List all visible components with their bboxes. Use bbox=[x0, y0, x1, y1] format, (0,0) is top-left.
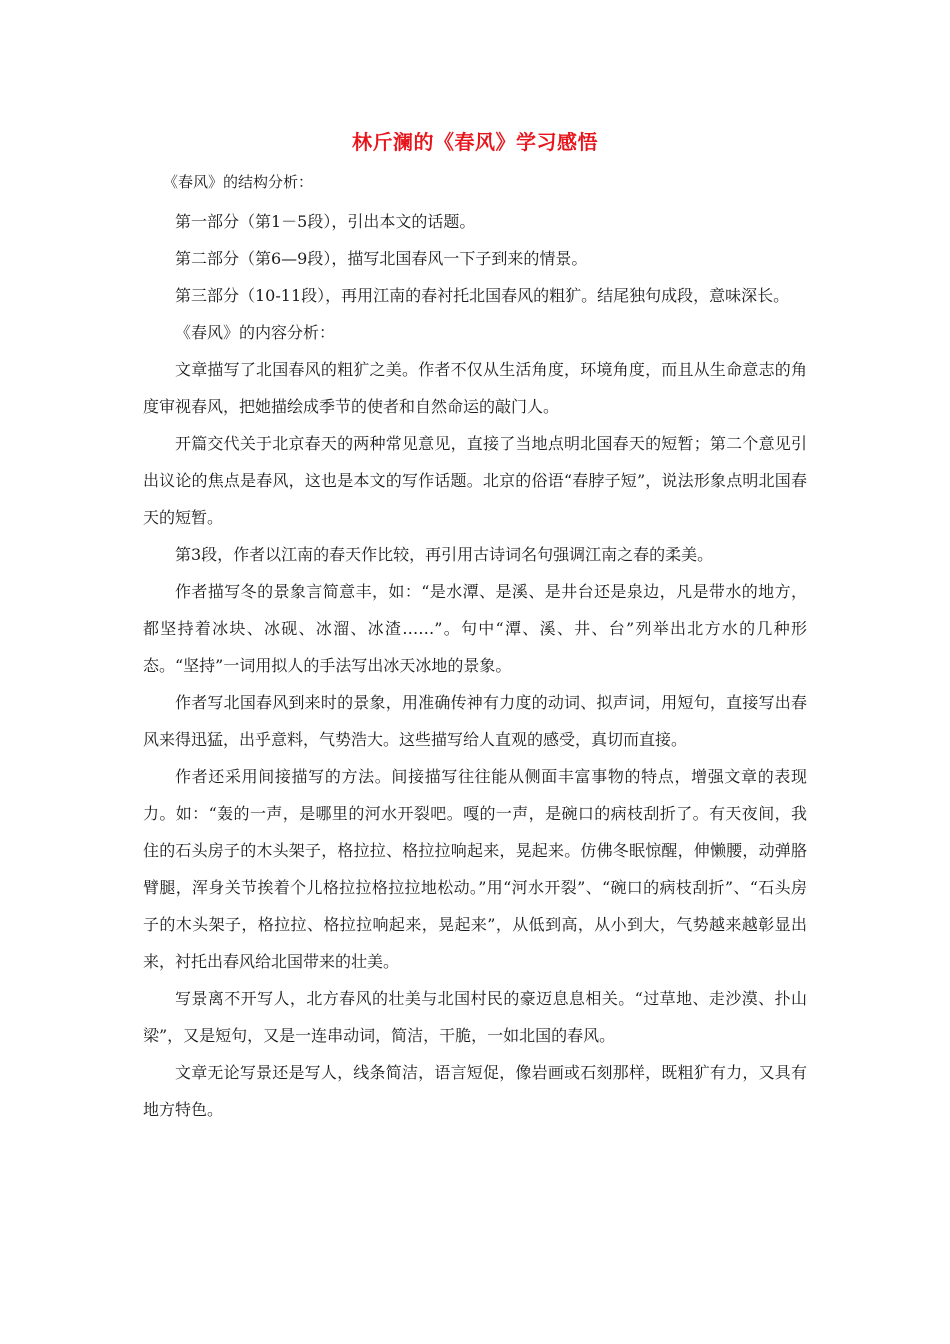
paragraph: 第三部分（10-11段），再用江南的春衬托北国春风的粗犷。结尾独句成段，意味深长。 bbox=[175, 286, 790, 305]
paragraph: 写景离不开写人，北方春风的壮美与北国村民的豪迈息息相关。“过草地、走沙漠、扑山梁”，又是短句，又是一连串动词，简洁，干脆，一如北国的春风。 bbox=[143, 989, 807, 1045]
paragraph: 第二部分（第6—9段），描写北国春风一下子到来的情景。 bbox=[175, 249, 588, 268]
section-heading-content: 《春风》的内容分析： bbox=[175, 323, 336, 342]
paragraph: 第一部分（第1－5段），引出本文的话题。 bbox=[175, 212, 476, 231]
paragraph: 作者描写冬的景象言简意丰，如：“是水潭、是溪、是井台还是泉边，凡是带水的地方，都坚持着冰块、冰砚、冰溜、冰渣……”。句中“潭、溪、井、台”列举出北方水的几种形态。“坚持”一词用拟人的手法写出冰天冰地的景象。 bbox=[143, 582, 807, 675]
paragraph: 作者写北国春风到来时的景象，用准确传神有力度的动词、拟声词，用短句，直接写出春风来得迅猛，出乎意料，气势浩大。这些描写给人直观的感受，真切而直接。 bbox=[143, 693, 807, 749]
paragraph: 开篇交代关于北京春天的两种常见意见，直接了当地点明北国春天的短暂；第二个意见引出议论的焦点是春风，这也是本文的写作话题。北京的俗语“春脖子短”，说法形象点明北国春天的短暂。 bbox=[143, 434, 807, 527]
document-page bbox=[143, 120, 807, 1128]
document-title: 林斤澜的《春风》学习感悟 bbox=[352, 130, 598, 154]
paragraph: 文章无论写景还是写人，线条简洁，语言短促，像岩画或石刻那样，既粗犷有力，又具有地方特色。 bbox=[143, 1063, 807, 1119]
paragraph: 第3段，作者以江南的春天作比较，再引用古诗词名句强调江南之春的柔美。 bbox=[175, 545, 714, 564]
paragraph: 文章描写了北国春风的粗犷之美。作者不仅从生活角度，环境角度，而且从生命意志的角度审视春风，把她描绘成季节的使者和自然命运的敲门人。 bbox=[143, 360, 807, 416]
paragraph: 作者还采用间接描写的方法。间接描写往往能从侧面丰富事物的特点，增强文章的表现力。如：“轰的一声，是哪里的河水开裂吧。嘎的一声，是碗口的病枝刮折了。有天夜间，我住的石头房子的木头架子，格拉拉、格拉拉响起来，晃起来。仿佛冬眠惊醒，伸懒腰，动弹胳臂腿，浑身关节挨着个儿格拉拉格拉拉地松动。”用“河水开裂”、“碗口的病枝刮折”、“石头房子的木头架子，格拉拉、格拉拉响起来，晃起来”，从低到高，从小到大，气势越来越彰显出来，衬托出春风给北国带来的壮美。 bbox=[143, 767, 807, 971]
section-heading-structure: 《春风》的结构分析： bbox=[163, 173, 314, 191]
